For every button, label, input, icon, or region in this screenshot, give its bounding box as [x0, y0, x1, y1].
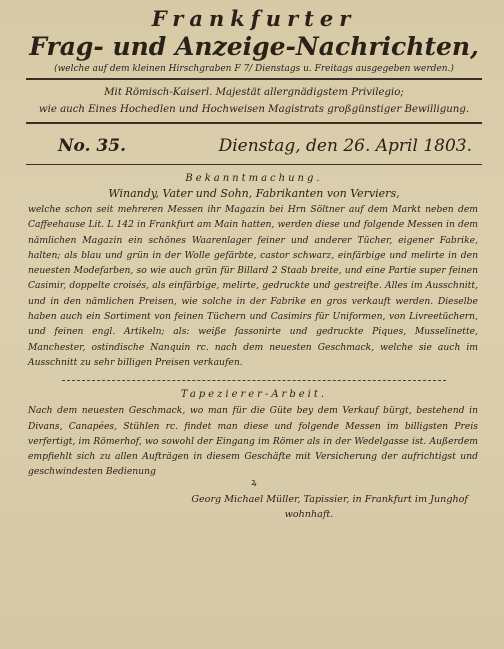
masthead-title-line1: Frankfurter	[151, 6, 357, 31]
privilege-line2: wie auch Eines Hochedlen und Hochweisen Magistrats großgünstiger Bewilligung.	[38, 104, 470, 115]
issue-date: Dienstag, den 26. April 1803.	[218, 136, 472, 156]
privilege-line1: Mit Römisch-Kaiserl. Majestät allergnädigstem Privilegio;	[104, 87, 404, 98]
notice1-text: welche schon seit mehreren Messen ihr Magazin bei Hrn Söltner auf dem Markt neben dem Caffeehause Lit. L 142 in Frankfurt am Main hatten, werden diese und folgende Messen in dem nämlichen Magazin ein schönes Waarenlager feiner und anderer Tücher, eigener Fabrike, halten; als blau und grün in der Wolle gefärbte, castor schwarz, einfärbige und melirte in den neuesten Modefarben, so wie auch grün für Billard 2 Staab breite, und eine Partie super feinen Casimir, doppelte croisés, als einfärbige, melirte, gedruckte und gestreifte. Alles im Ausschnitt, und in den nämlichen Preisen, wie solche in der Fabrike en gros verkauft werden. Dieselbe haben auch ein Sortiment von feinen Tüchern und Casimirs für Uniformen, von Livreetüchern, und feinen engl. Artikeln; als: weiße fassonirte und gedruckte Piques, Musselinette, Manchester, ostindische Nanquin rc. nach dem neuesten Geschmack, welche sie auch im Ausschnitt zu sehr billigen Preisen verkaufen.	[28, 204, 478, 368]
ornament-glyph: ꝝ	[251, 477, 257, 488]
privilege-text	[26, 84, 482, 118]
masthead-subtitle: (welche auf dem kleinen Hirschgraben F 7/ Dienstags u. Freitags ausgegeben werden.)	[54, 64, 454, 74]
notice2-heading: Tapezierer-Arbeit.	[180, 389, 328, 401]
section-divider	[62, 380, 446, 381]
notice1-heading: Bekanntmachung.	[185, 173, 323, 184]
notice1-firm: Winandy, Vater und Sohn, Fabrikanten von Verviers,	[108, 187, 400, 200]
issue-rule	[26, 164, 482, 165]
notice2-text: Nach dem neuesten Geschmack, wo man für die Güte bey dem Verkauf bürgt, bestehend in Divans, Canapées, Stühlen rc. findet man diese und folgende Messen im billigsten Preis verfertigt, im Römerhof, wo sowohl der Eingang im Römer als in der Wedelgasse ist. Außerdem empfiehlt sich zu allen Aufträgen in diesem Geschäfte mit Versicherung der aufrichtigst und geschwindesten Bedienung	[28, 405, 478, 478]
notice2-signature-line1: Georg Michael Müller, Tapissier, in Frankfurt im Junghof	[191, 493, 468, 505]
masthead-title-line2: Frag- und Anzeige-Nachrichten,	[29, 32, 479, 61]
issue-line	[26, 124, 482, 162]
notice2-signature-line2: wohnhaft.	[284, 508, 334, 520]
issue-number: No. 35.	[58, 136, 126, 156]
masthead-rule-top	[26, 78, 482, 80]
